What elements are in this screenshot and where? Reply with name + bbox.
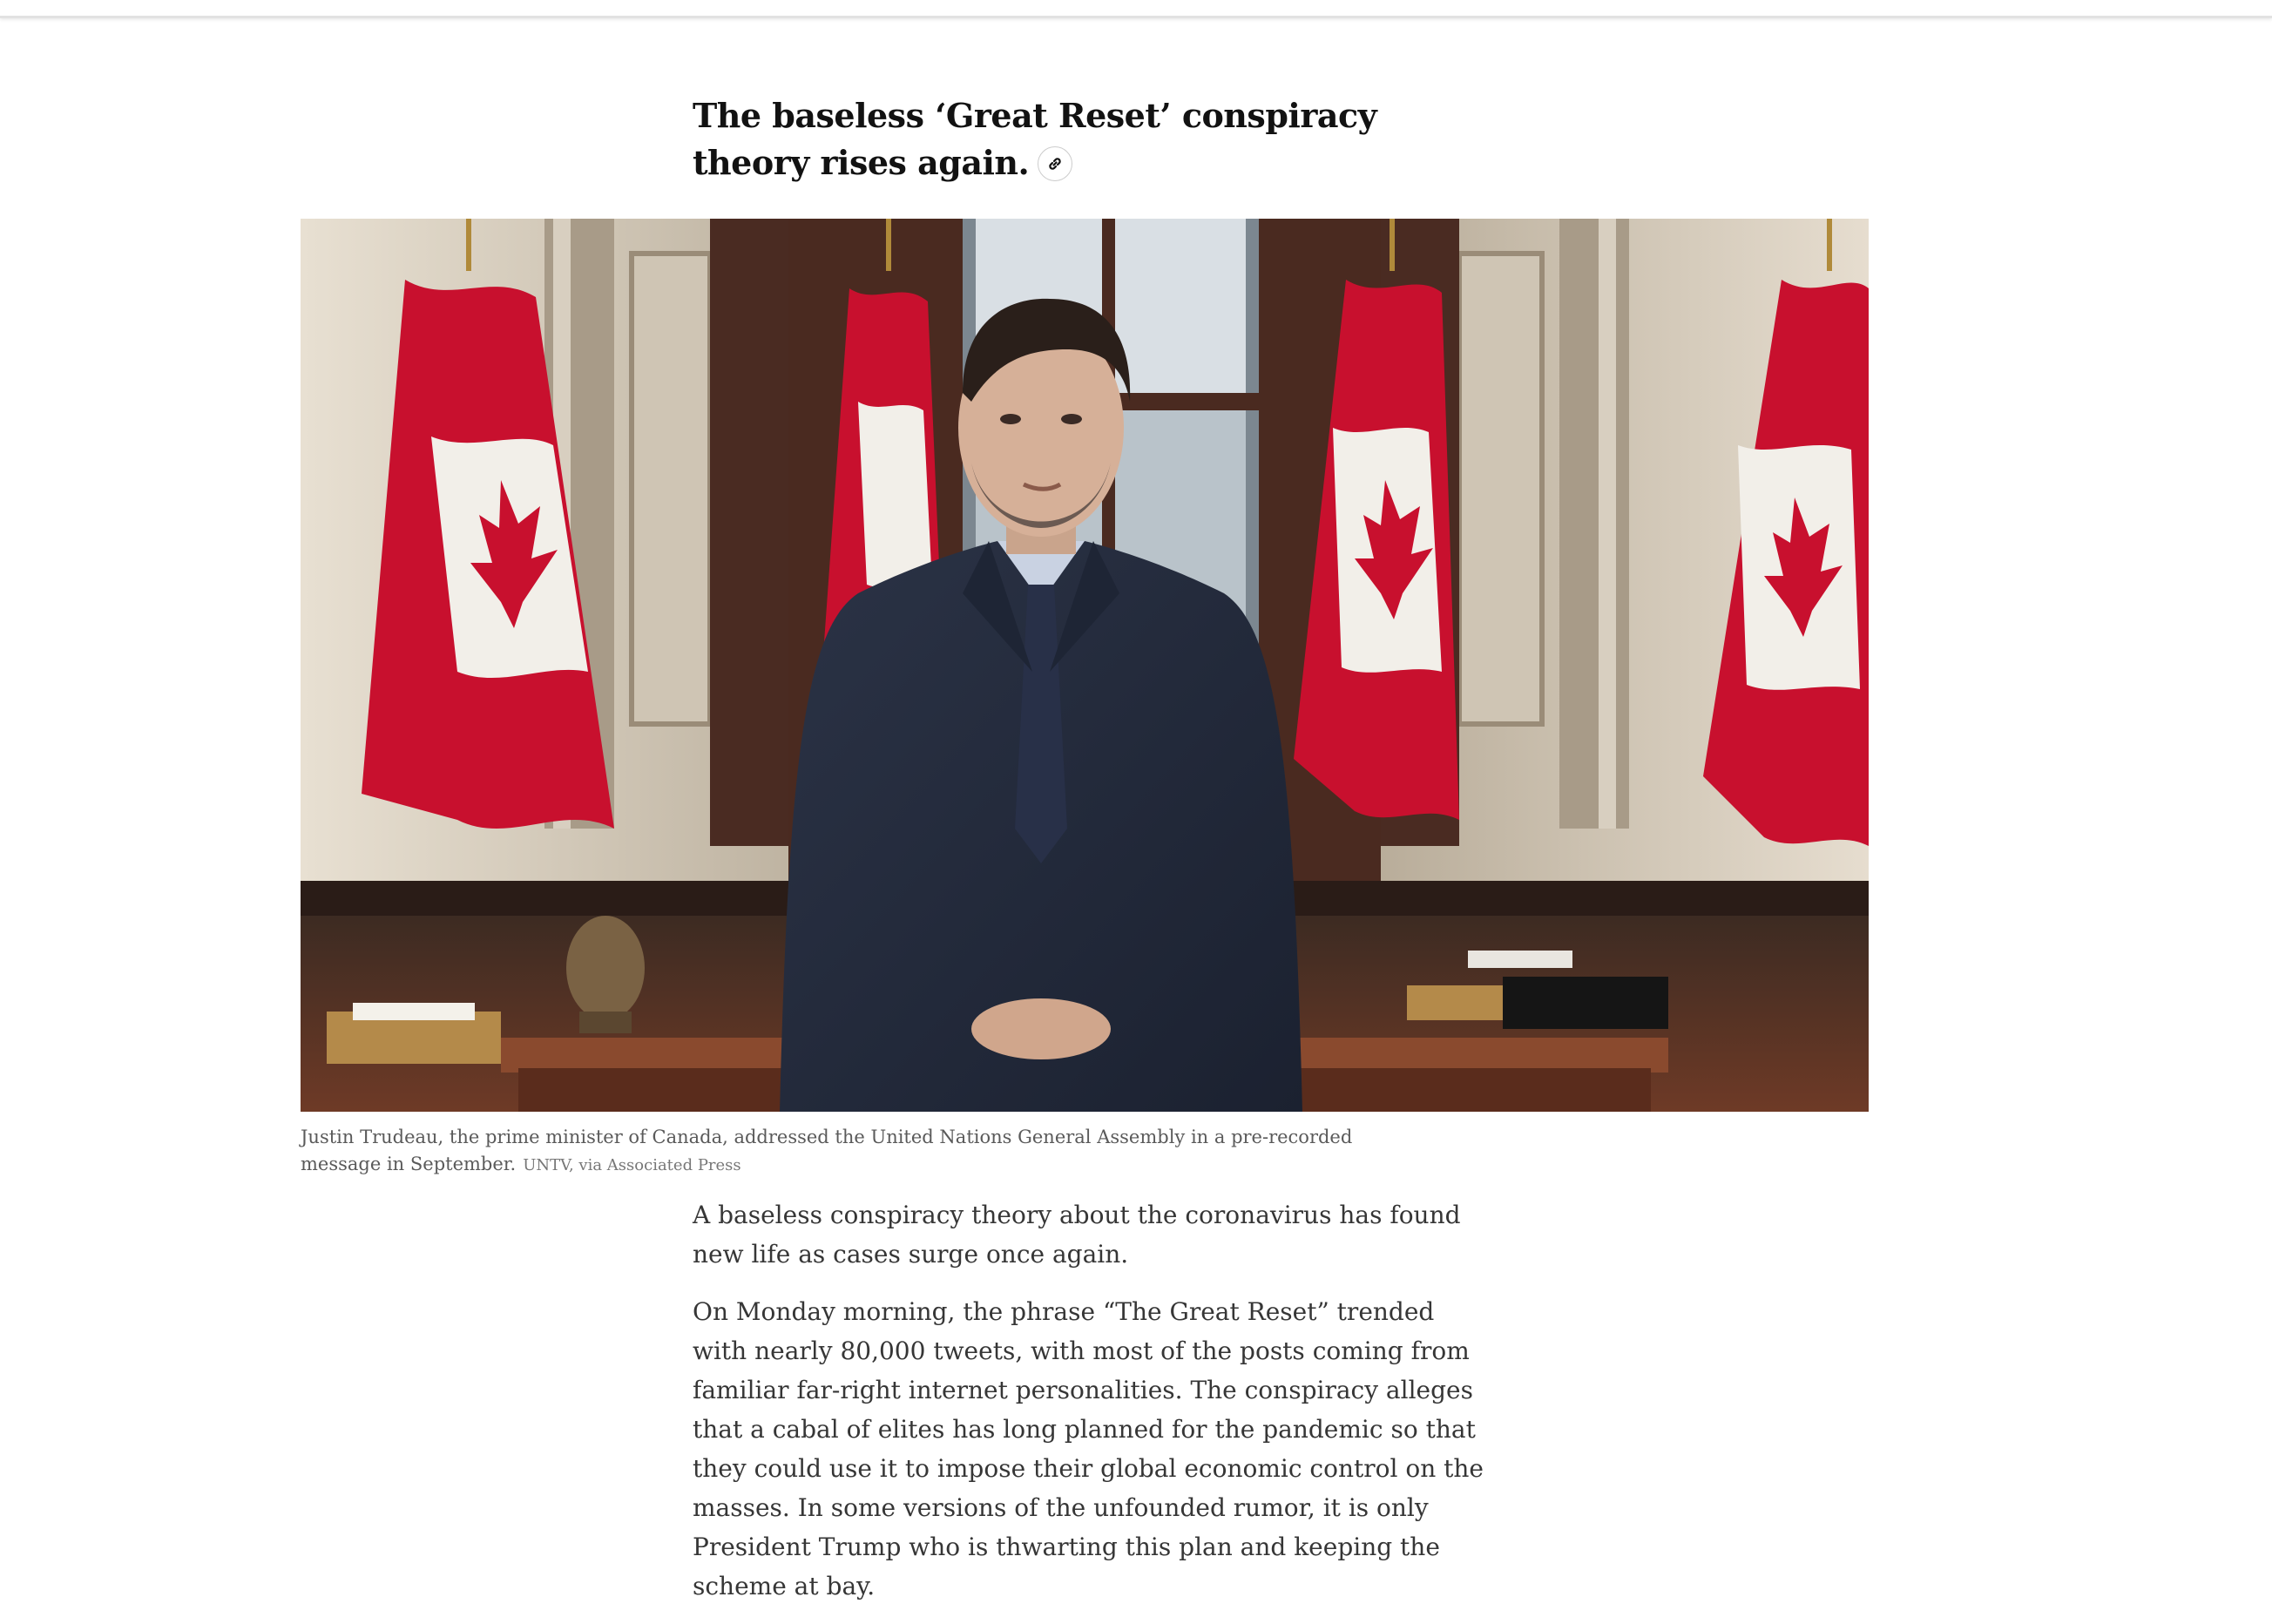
photo-credit: UNTV, via Associated Press <box>523 1156 741 1174</box>
caption-text: Justin Trudeau, the prime minister of Canada, addressed the United Nations General Assembly in a pre-recorded message in September. <box>301 1127 1353 1174</box>
paragraph: A baseless conspiracy theory about the coronavirus has found new life as cases surge once again. <box>693 1201 1461 1269</box>
article-photo <box>301 219 1869 1112</box>
browser-top-bar <box>0 0 2272 18</box>
article-body <box>693 1195 1494 1624</box>
headline-text: The baseless ‘Great Reset’ conspiracy theory rises again. <box>693 96 1377 182</box>
paragraph: On Monday morning, the phrase “The Great Reset” trended with nearly 80,000 tweets, with most of the posts coming from familiar far-right internet personalities. The conspiracy alleges that a cabal of elites has long planned for the pandemic so that they could use it to impose their global economic control on the masses. In some versions of the unfounded rumor, it is only President Trump who is thwarting this plan and keeping the scheme at bay. <box>693 1297 1484 1600</box>
photo-caption <box>301 1124 1433 1179</box>
article-headline <box>693 92 1494 186</box>
copy-link-button[interactable] <box>1038 146 1072 181</box>
link-icon <box>1047 156 1063 172</box>
